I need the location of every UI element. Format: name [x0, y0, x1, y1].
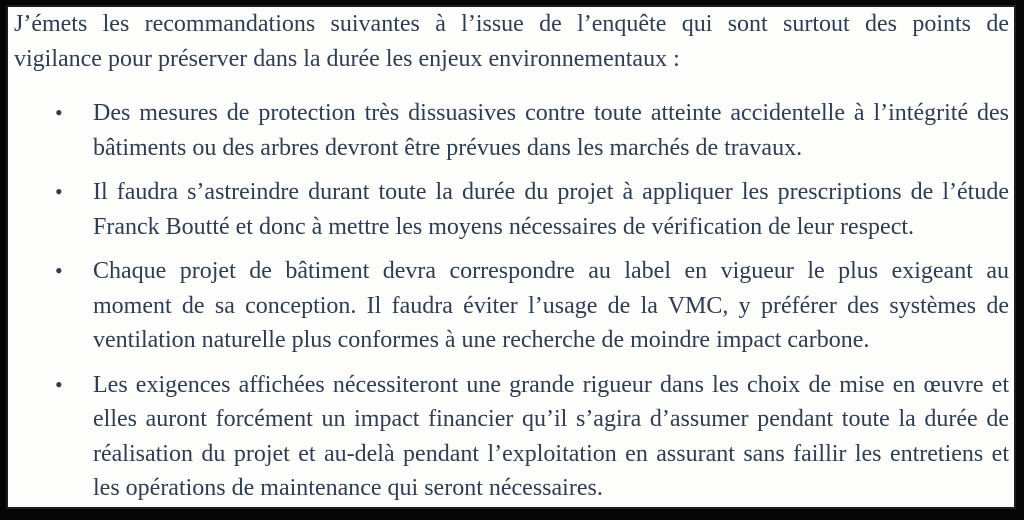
text-line: les opérations de maintenance qui seront nécessaires.: [93, 475, 603, 501]
text-line: bâtiments ou des arbres devront être prévues dans les marchés de travaux.: [93, 134, 803, 161]
bullet-icon: •: [55, 258, 63, 283]
bullet-icon: •: [55, 371, 63, 397]
bullet-icon: •: [55, 100, 63, 125]
text-line: vigilance pour préserver dans la durée les enjeux environnementaux :: [14, 45, 680, 72]
list-item: [14, 175, 1009, 244]
list-item: [14, 96, 1009, 165]
document-content: [8, 7, 1014, 506]
text-line: Chaque projet de bâtiment devra correspondre au label en vigueur le plus exigeant au: [93, 258, 1009, 284]
text-line: ventilation naturelle plus conformes à une recherche de moindre impact carbone.: [93, 327, 870, 353]
text-line: Les exigences affichées nécessiteront une grande rigueur dans les choix de mise en œuvre et: [93, 371, 1009, 398]
document-page: [6, 5, 1016, 509]
bullet-icon: •: [55, 179, 63, 204]
text-line: Franck Boutté et donc à mettre les moyens nécessaires de vérification de leur respect.: [93, 213, 915, 240]
text-line: réalisation du projet et au-delà pendant l’exploitation en assurant sans faillir les entretiens et: [93, 440, 1009, 467]
list-item: [14, 254, 1009, 358]
text-line: J’émets les recommandations suivantes à l’issue de l’enquête qui sont surtout des points de: [14, 11, 1009, 37]
recommendations-list: [14, 96, 1009, 506]
text-line: Des mesures de protection très dissuasives contre toute atteinte accidentelle à l’intégrité des: [93, 100, 1009, 126]
text-line: moment de sa conception. Il faudra éviter l’usage de la VMC, y préférer des systèmes de: [93, 292, 1009, 319]
intro-paragraph: [14, 7, 1009, 76]
list-item: [14, 368, 1009, 506]
text-line: Il faudra s’astreindre durant toute la durée du projet à appliquer les prescriptions de l’étude: [93, 179, 1009, 205]
text-line: elles auront forcément un impact financier qu’il s’agira d’assumer pendant toute la durée de: [93, 406, 1009, 432]
